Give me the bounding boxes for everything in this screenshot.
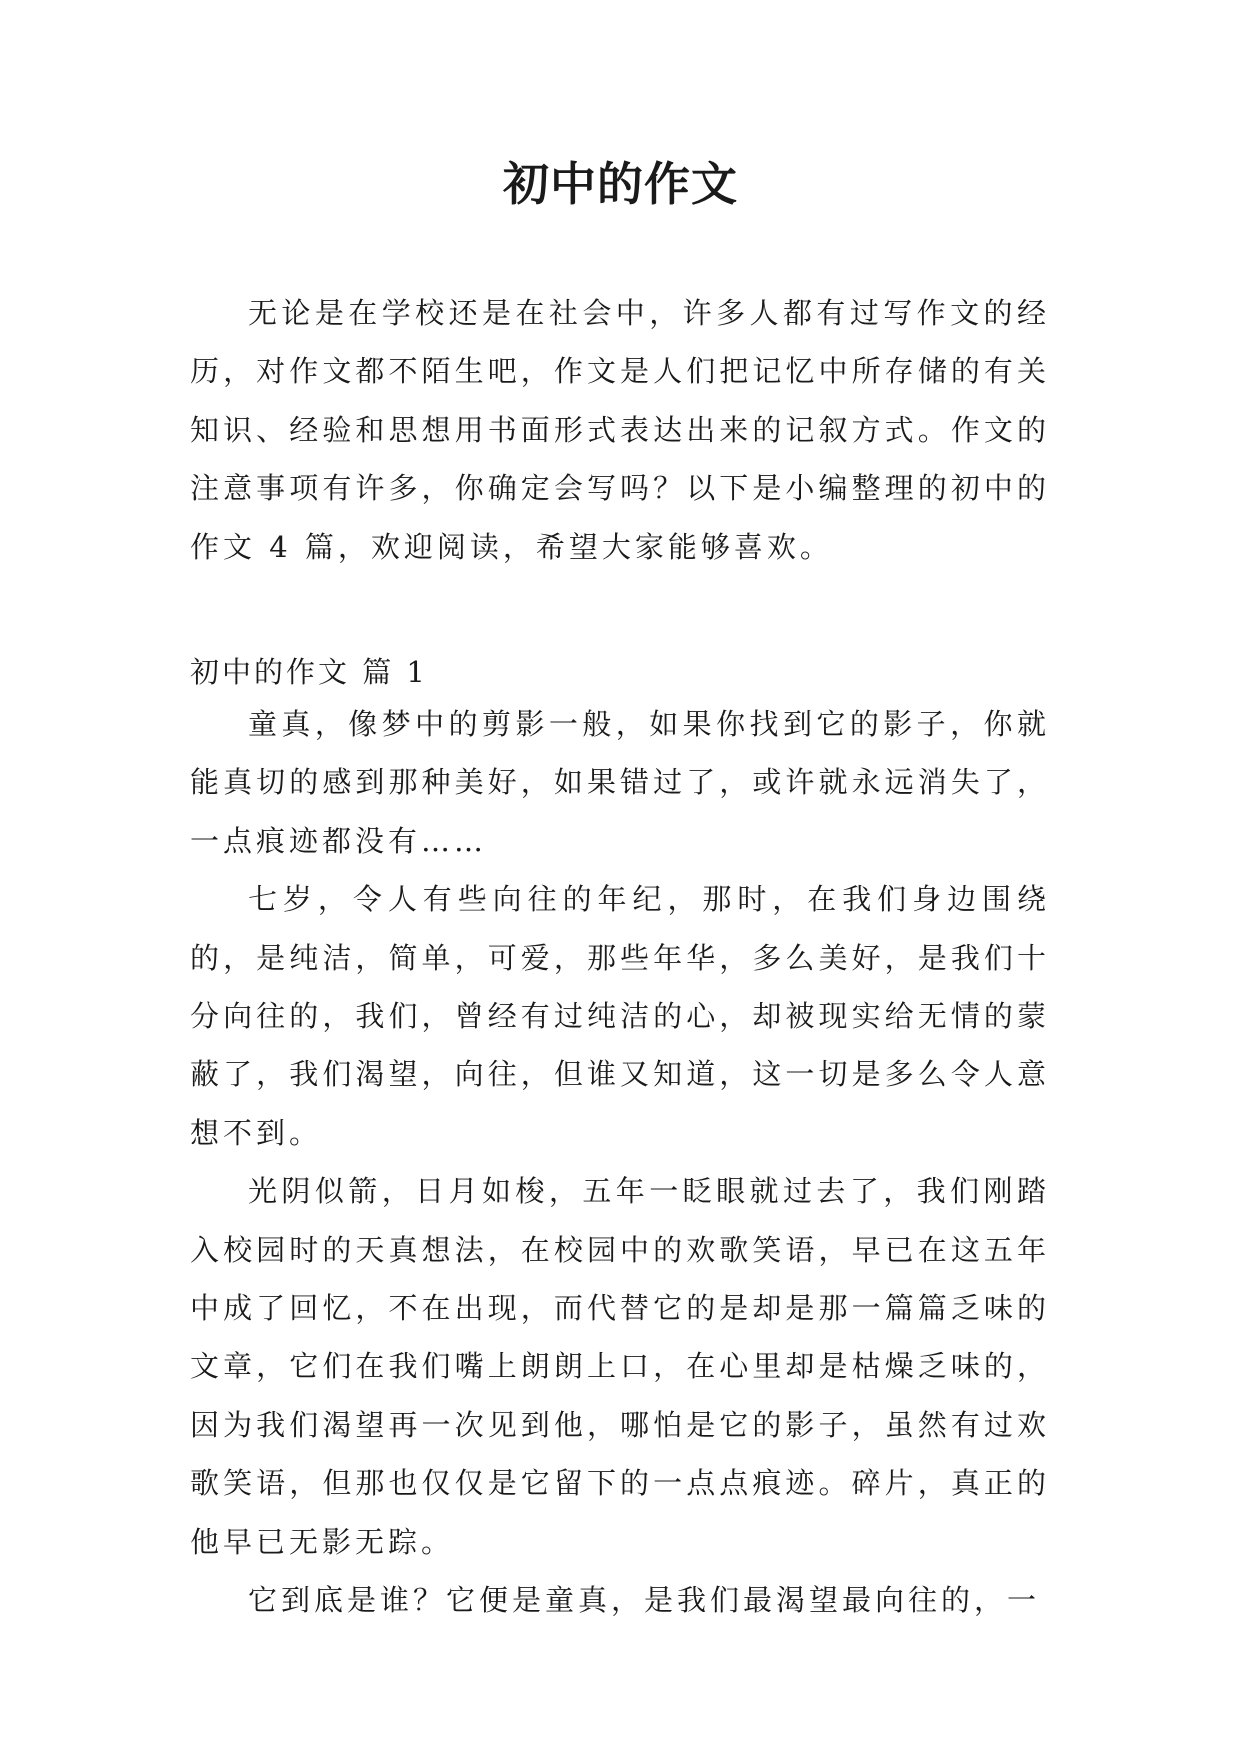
section-heading: 初中的作文 篇 1 (190, 655, 428, 689)
body-paragraph: 七岁，令人有些向往的年纪，那时，在我们身边围绕的，是纯洁，简单，可爱，那些年华，多么美好，是我们十分向往的，我们，曾经有过纯洁的心，却被现实给无情的蒙蔽了，我们渴望，向往，但谁又知道，这一切是多么令人意想不到。 (190, 882, 1050, 1150)
section-body (190, 695, 1050, 1630)
body-paragraph: 它到底是谁？它便是童真，是我们最渴望最向往的，一 (248, 1583, 1041, 1618)
body-paragraph: 光阴似箭，日月如梭，五年一眨眼就过去了，我们刚踏入校园时的天真想法，在校园中的欢歌笑语，早已在这五年中成了回忆，不在出现，而代替它的是却是那一篇篇乏味的文章，它们在我们嘴上朗朗上口，在心里却是枯燥乏味的，因为我们渴望再一次见到他，哪怕是它的影子，虽然有过欢歌笑语，但那也仅仅是它留下的一点点痕迹。碎片，真正的他早已无影无踪。 (190, 1174, 1050, 1559)
intro-block (190, 284, 1050, 576)
intro-paragraph: 无论是在学校还是在社会中，许多人都有过写作文的经历，对作文都不陌生吧，作文是人们把记忆中所存储的有关知识、经验和思想用书面形式表达出来的记叙方式。作文的注意事项有许多，你确定会写吗？以下是小编整理的初中的作文 4 篇，欢迎阅读，希望大家能够喜欢。 (190, 296, 1050, 564)
document-title: 初中的作文 (503, 157, 738, 211)
body-paragraph: 童真，像梦中的剪影一般，如果你找到它的影子，你就能真切的感到那种美好，如果错过了，或许就永远消失了，一点痕迹都没有…… (190, 707, 1050, 858)
